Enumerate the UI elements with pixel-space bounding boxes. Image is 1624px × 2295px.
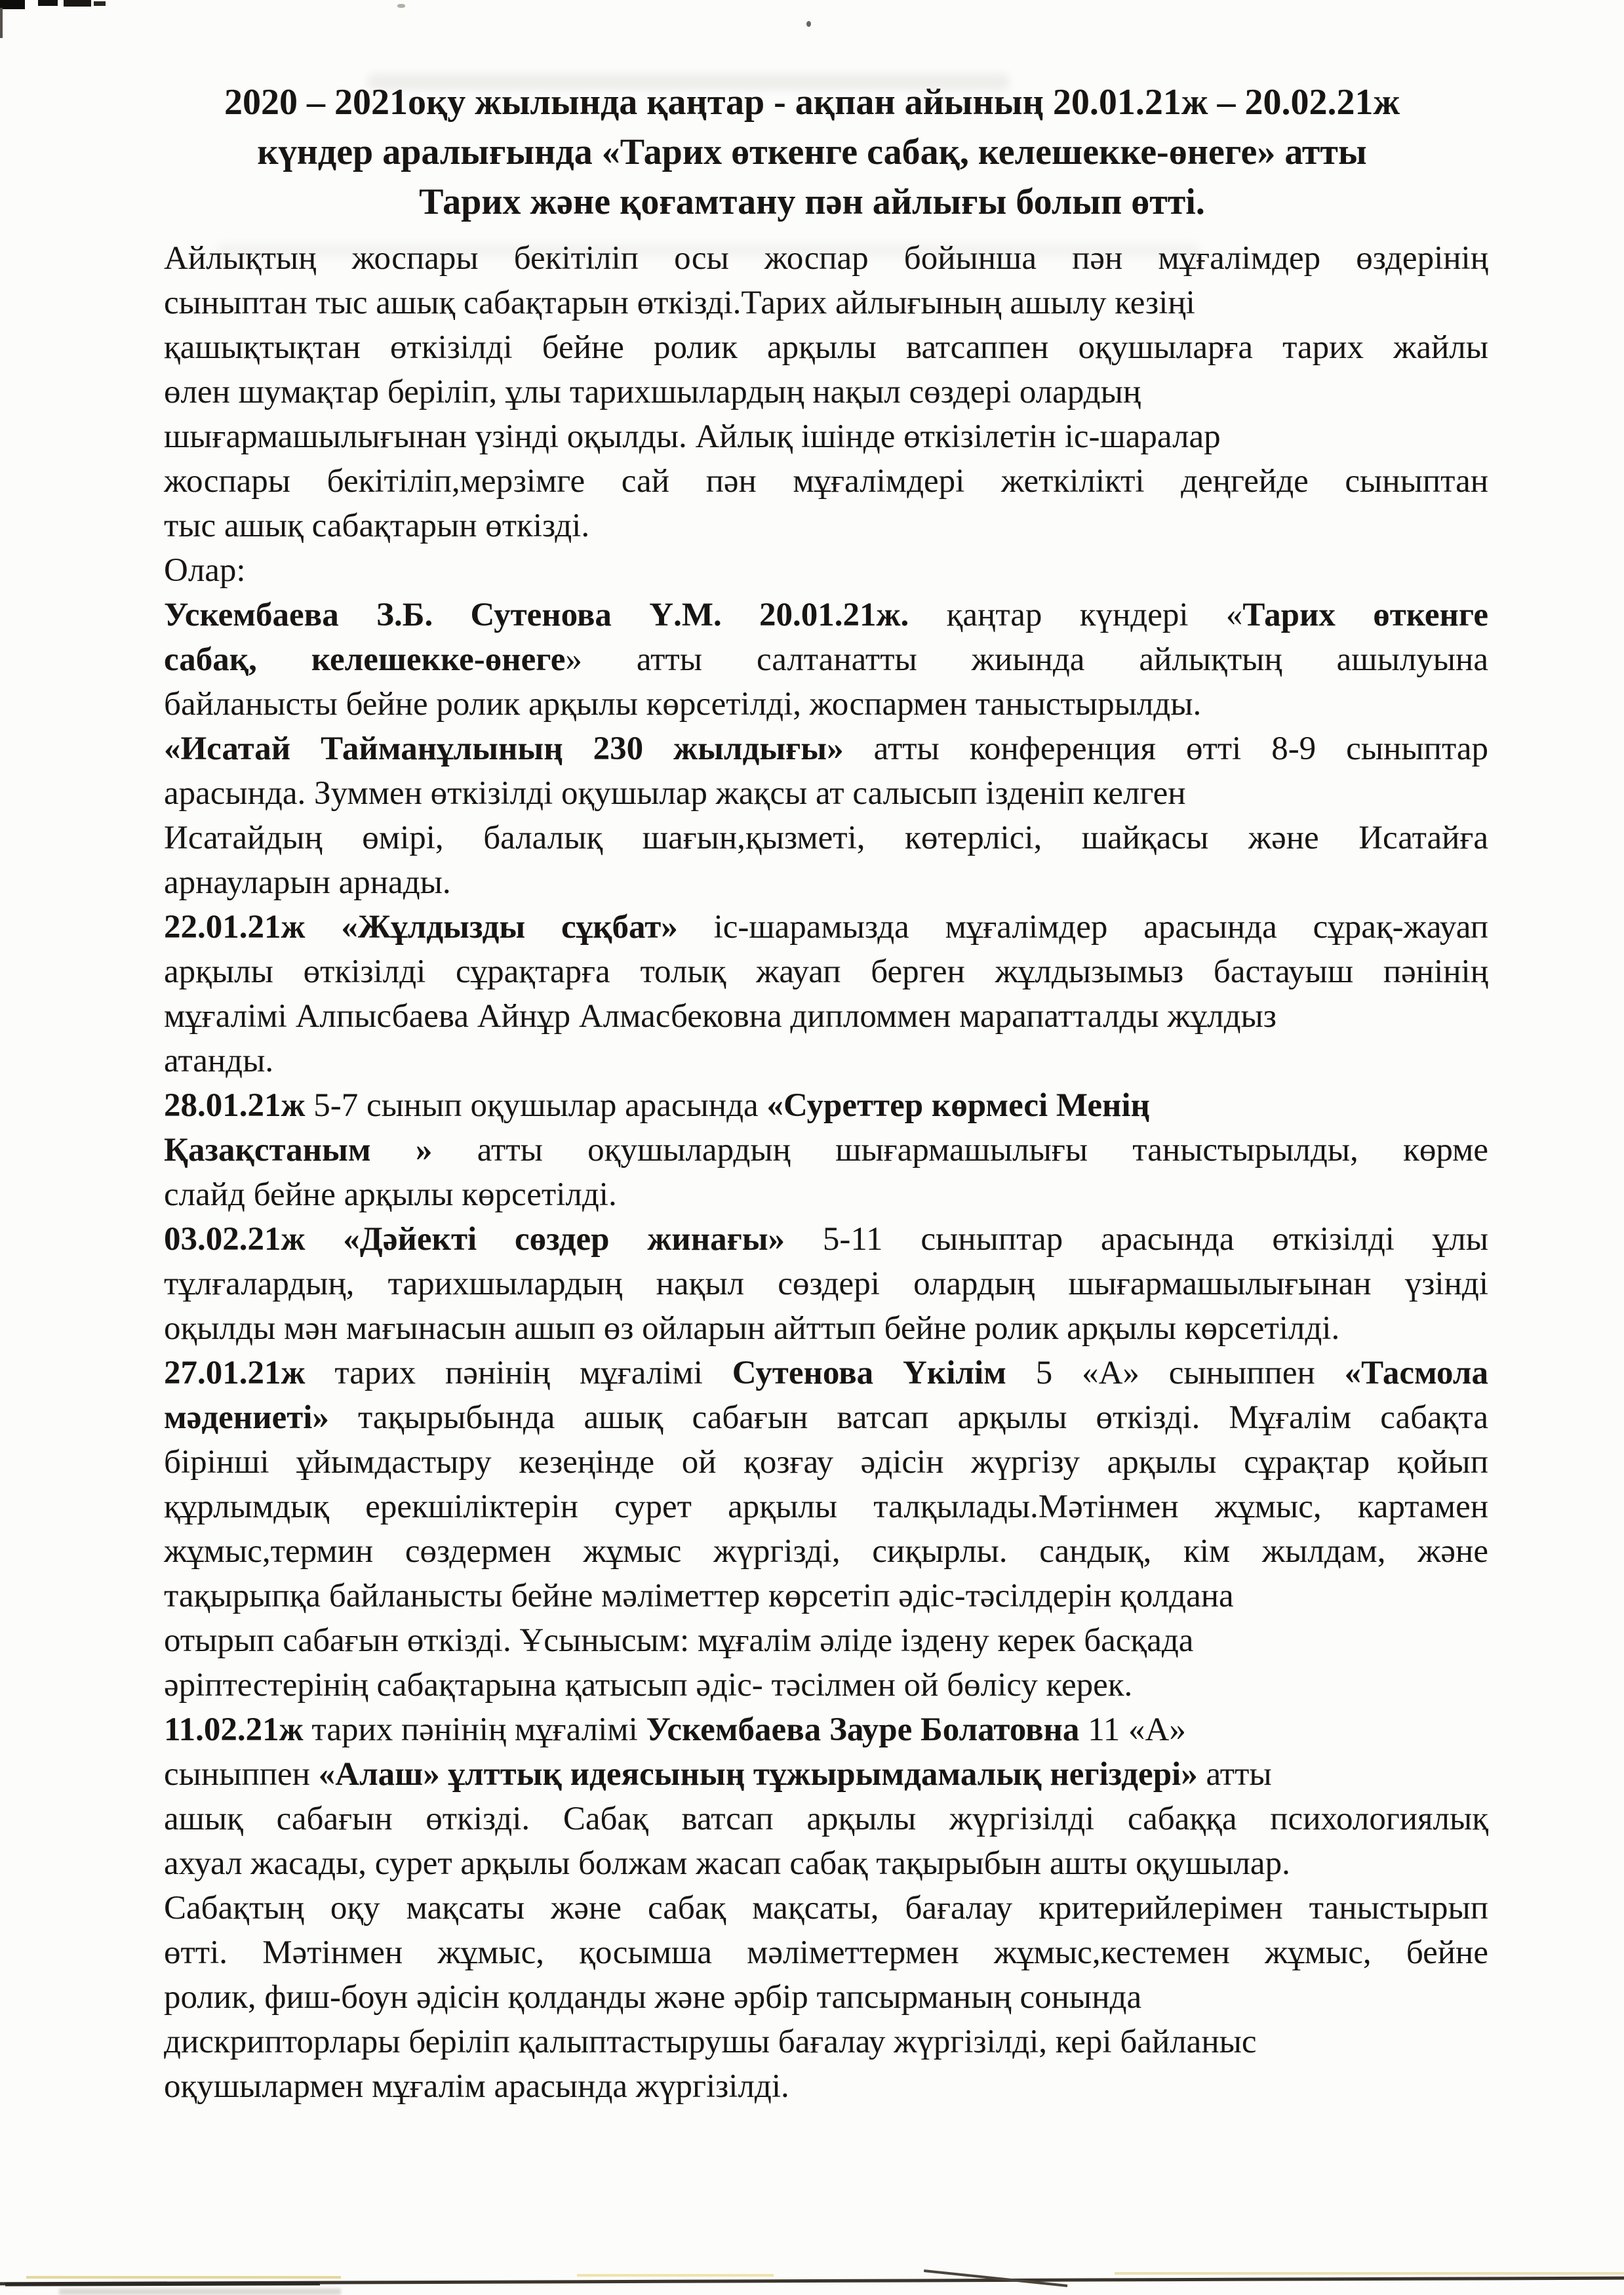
text-segment: ашық сабағын өткізді. Сабақ ватсап арқылы жүргізілді сабаққа психологиялық [164,1801,1488,1837]
text-line [164,1886,1488,1930]
text-line [164,2020,1488,2064]
text-segment: 5-11 сыныптар арасында өткізілді ұлы [785,1221,1488,1258]
text-segment: өлен шумақтар беріліп, ұлы тарихшылардың нақыл сөздері олардың [164,374,1141,410]
text-segment: атты оқушылардың шығармашылығы таныстырылды, көрме [432,1132,1488,1168]
scan-edge-tint [1115,2272,1624,2275]
bold-text-segment: 11.02.21ж [164,1711,304,1748]
scan-edge-line [5,2281,320,2286]
text-segment: тақырыпқа байланысты бейне мәліметтер көрсетіп әдіс-тәсілдерін қолдана [164,1578,1234,1614]
body-block [164,236,1488,2109]
bold-text-segment: мәдениеті» [164,1399,329,1436]
text-segment: жоспары бекітіліп,мерзімге сай пән мұғалімдері жеткілікті деңгейде сыныптан [164,463,1488,500]
text-line [164,1529,1488,1574]
text-segment: Олар: [164,552,246,589]
text-segment: тарих пәнінің мұғалімі [303,1711,646,1748]
text-segment: арқылы өткізілді сұрақтарға толық жауап берген жұлдызымыз бастауыш пәнінің [164,953,1488,990]
scan-edge-tint [26,2276,341,2279]
text-segment: тыс ашық сабақтарын өткізді. [164,508,590,544]
text-segment: Сабақтың оқу мақсаты және сабақ мақсаты, бағалау критерийлерімен таныстырып [164,1890,1488,1926]
text-line [164,1351,1488,1395]
scan-artifact-top-left [0,0,25,9]
text-segment: жұмыс,термин сөздермен жұмыс жүргізді, сиқырлы. сандық, кім жылдам, және [164,1533,1488,1570]
text-line [164,1262,1488,1306]
text-segment: тақырыбында ашық сабағын ватсап арқылы өткізді. Мұғалім сабақта [328,1399,1488,1436]
text-segment: құрлымдық ерекшіліктерін сурет арқылы талқылады.Мәтінмен жұмыс, картамен [164,1488,1488,1525]
text-line [164,1306,1488,1351]
title-line: 2020 – 2021оқу жылында қаңтар - ақпан айының 20.01.21ж – 20.02.21ж [224,82,1400,123]
text-line [164,1618,1488,1663]
bold-text-segment: «Исатай Тайманұлының 230 жылдығы» [164,730,844,767]
text-segment: байланысты бейне ролик арқылы көрсетілді, жоспармен таныстырылды. [164,686,1202,723]
text-line [164,1975,1488,2020]
text-segment: қаңтар күндері « [909,597,1243,633]
text-segment: сыныппен [164,1756,319,1793]
text-line [164,1797,1488,1841]
text-segment: » атты салтанатты жиында айлықтың ашылуына [565,641,1488,678]
text-segment: тарих пәнінің мұғалімі [305,1355,732,1391]
text-segment: тұлғалардың, тарихшылардың нақыл сөздері олардың шығармашылығынан үзінді [164,1266,1488,1302]
text-line [164,994,1488,1039]
text-line [164,1217,1488,1262]
text-segment: атты [1197,1756,1272,1793]
text-segment: Исатайдың өмірі, балалық шағын,қызметі, көтерлісі, шайқасы және Исатайға [164,820,1488,856]
scan-speck [397,4,405,8]
text-segment: дискрипторлары беріліп қалыптастырушы бағалау жүргізілді, кері байланыс [164,2024,1257,2060]
text-segment: өтті. Мәтінмен жұмыс, қосымша мәліметтермен жұмыс,кестемен жұмыс, бейне [164,1934,1488,1971]
text-line [164,1440,1488,1485]
bold-text-segment: «Алаш» ұлттық идеясының тұжырымдамалық негіздері» [318,1756,1198,1793]
text-line [164,325,1488,370]
text-segment: қашықтықтан өткізілді бейне ролик арқылы ватсаппен оқушыларға тарих жайлы [164,329,1488,366]
bold-text-segment: Ускембаева З.Б. Сутенова Ү.М. 20.01.21ж. [164,597,909,633]
text-line [164,1663,1488,1707]
text-line [164,2064,1488,2109]
text-line [164,236,1488,281]
text-line [164,281,1488,325]
bold-text-segment: Сутенова Үкілім [732,1355,1006,1391]
title-line: күндер аралығында «Тарих өткенге сабақ, келешекке-өнеге» атты [257,132,1367,172]
text-segment: Айлықтың жоспары бекітіліп осы жоспар бойынша пән мұғалімдер өздерінің [164,240,1488,277]
text-line [164,727,1488,771]
text-line [164,1574,1488,1618]
text-segment: 5 «А» сыныппен [1006,1355,1345,1391]
text-line [164,637,1488,682]
text-line [164,1083,1488,1128]
title-block [62,77,1562,227]
text-segment: мұғалімі Алпысбаева Айнұр Алмасбековна дипломмен марапатталды жұлдыз [164,998,1277,1035]
title-line: Тарих және қоғамтану пән айлығы болып өтті. [419,182,1205,222]
scan-speck [806,21,811,27]
bold-text-segment: Қазақстаным » [164,1132,433,1168]
text-line [164,771,1488,816]
text-line [164,860,1488,905]
text-line [164,1752,1488,1797]
text-line [164,1707,1488,1752]
text-line [164,1930,1488,1975]
text-segment: оқушылармен мұғалім арасында жүргізілді. [164,2068,789,2105]
bold-text-segment: «Тасмола [1344,1355,1488,1391]
scan-artifact-top-left [64,0,91,7]
text-segment: сыныптан тыс ашық сабақтарын өткізді.Тарих айлығының ашылу кезіңі [164,285,1195,321]
bold-text-segment: Тарих өткенге [1242,597,1489,633]
bold-text-segment: 28.01.21ж [164,1087,306,1124]
text-line [164,682,1488,727]
text-segment: атты конференция өтті 8-9 сыныптар [843,730,1488,767]
scan-artifact-top-left [38,0,58,6]
text-segment: 11 «А» [1079,1711,1186,1748]
document-content [62,77,1562,2109]
text-line [164,905,1488,949]
text-line [164,504,1488,548]
scan-edge-smudge [59,2288,341,2295]
text-segment: арасында. Зуммен өткізілді оқушылар жақсы ат салысып ізденіп келген [164,775,1186,812]
text-segment: 5-7 сынып оқушылар арасында [305,1087,767,1124]
text-line [164,370,1488,414]
scan-artifact-top-left [94,1,106,6]
text-segment: арнауларын арнады. [164,864,451,901]
text-segment: ролик, фиш-боун әдісін қолданды және әрбір тапсырманың сонында [164,1979,1142,2016]
text-segment: отырып сабағын өткізді. Ұсынысым: мұғалім әліде іздену керек басқада [164,1622,1194,1659]
text-line [164,1039,1488,1083]
bold-text-segment: 27.01.21ж [164,1355,306,1391]
bold-text-segment: Ускембаева Зауре Болатовна [646,1711,1080,1748]
text-line [164,548,1488,593]
text-segment: ахуал жасады, сурет арқылы болжам жасап сабақ тақырыбын ашты оқушылар. [164,1845,1290,1882]
text-line [164,1485,1488,1529]
text-segment: бірінші ұйымдастыру кезеңінде ой қозғау әдісін жүргізу арқылы сұрақтар қойып [164,1444,1488,1481]
text-line [164,1128,1488,1172]
text-segment: оқылды мән мағынасын ашып өз ойларын айттып бейне ролик арқылы көрсетілді. [164,1310,1340,1347]
bold-text-segment: «Суреттер көрмесі Менің [766,1087,1150,1124]
text-line [164,593,1488,637]
bold-text-segment: сабақ, келешекке-өнеге [164,641,566,678]
text-line [164,1172,1488,1217]
text-line [164,949,1488,994]
text-segment: іс-шарамызда мұғалімдер арасында сұрақ-жауап [677,909,1488,946]
text-segment: слайд бейне арқылы көрсетілді. [164,1176,617,1213]
text-line [164,1841,1488,1886]
bold-text-segment: 22.01.21ж «Жұлдызды сұқбат» [164,909,678,946]
text-segment: атанды. [164,1043,274,1079]
text-line [164,459,1488,504]
text-line [164,816,1488,860]
scan-artifact-left-edge [0,8,3,38]
scan-edge-tint [577,2274,774,2277]
text-segment: әріптестерінің сабақтарына қатысып әдіс- тәсілмен ой бөлісу керек. [164,1667,1133,1704]
text-line [164,414,1488,459]
text-segment: шығармашылығынан үзінді оқылды. Айлық ішінде өткізілетін іс-шаралар [164,418,1221,455]
text-line [164,1395,1488,1440]
bold-text-segment: 03.02.21ж «Дәйекті сөздер жинағы» [164,1221,785,1258]
